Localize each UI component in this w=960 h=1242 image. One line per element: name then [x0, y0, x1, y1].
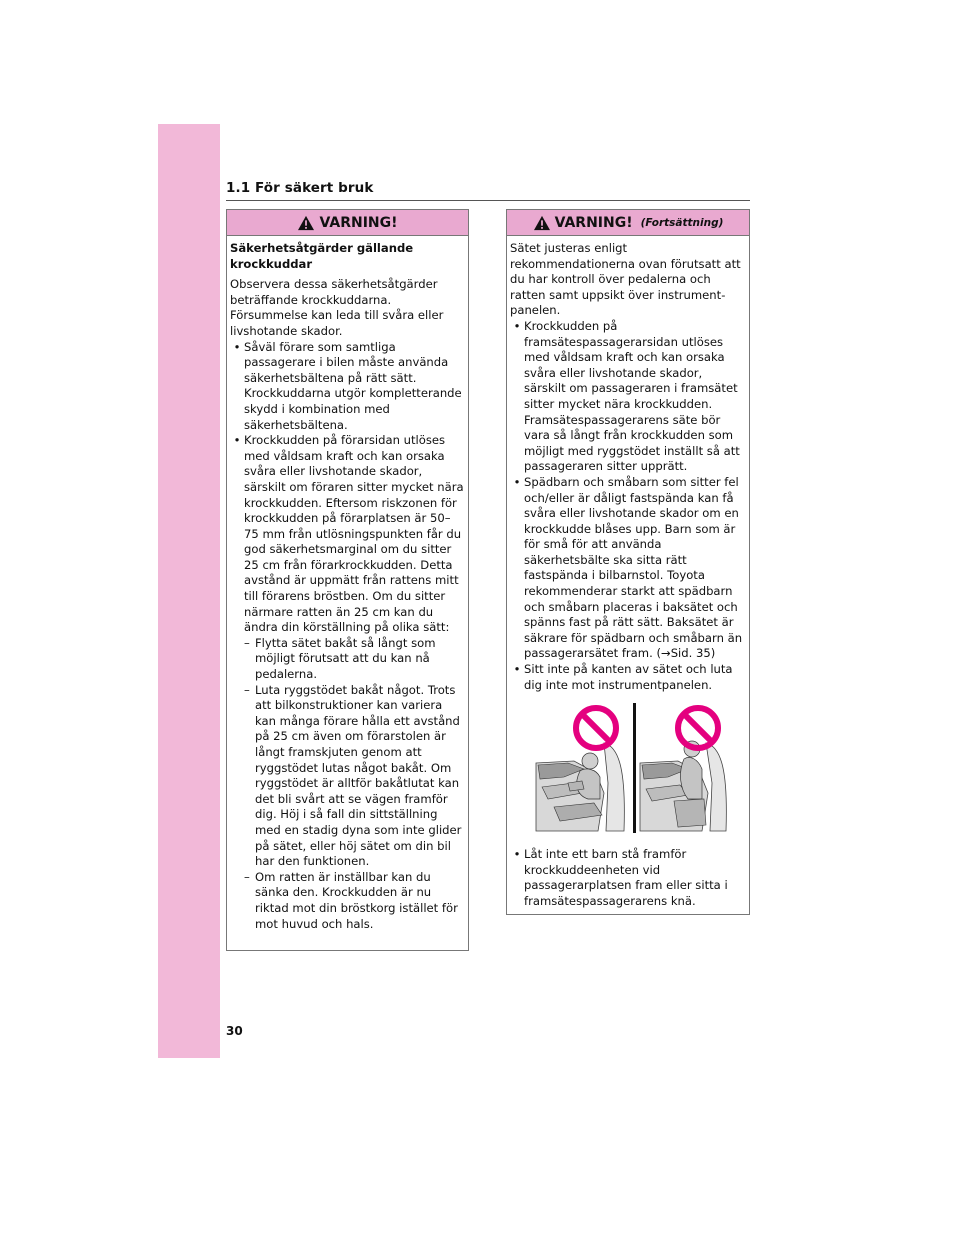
bullet-mark: •: [513, 318, 521, 333]
warning-subtitle: (Fortsättning): [640, 216, 724, 229]
warning-title: VARNING!: [554, 214, 633, 231]
list-item-text: Spädbarn och småbarn som sitter fel och/eller är dåligt fastspända kan få svåra eller livshotande skador om en krockkudde blåses upp. Barn som är för små för att använda säkerhetsbälte ska sitta rätt fastspända i bilbarnstol. Toyota rekommenderar starkt att spädbarn och småbarn placeras i baksätet och spänns fast på rätt sätt. Baksätet är säkrare för spädbarn och småbarn än passagerarsätet fram. (→Sid. 35): [524, 474, 743, 661]
warning-box-airbag-precautions: [226, 209, 469, 951]
list-item-text: Krockkudden på förarsidan utlöses med våldsam kraft och kan orsaka svåra eller livshotande skador, särskilt om föraren sitter mycket nära krockkudden. Eftersom riskzonen för krockkudden på förarplatsen är 50–75 mm från utlösningspunkten får du god säkerhetsmarginal om du sitter 25 cm från förarkrockkudden. Detta avstånd är uppmätt från rattens mitt till förarens bröstben. Om du sitter närmare ratten än 25 cm kan du ändra din körställning på olika sätt:: [244, 433, 464, 635]
sub-list-item-text: Flytta sätet bakåt så långt som möjligt förutsatt att du kan nå pedalerna.: [255, 635, 436, 682]
warning-box-continuation: [506, 209, 750, 915]
list-item-text: Krockkudden på framsätespassagerarsidan utlöses med våldsam kraft och kan orsaka svåra eller livshotande skador, särskilt om passageraren i framsätet sitter mycket nära krockkudden. Framsätespassagerarens säte bör vara så långt från krockkudden som möjligt med ryggstödet inställt så att passageraren sitter upprätt.: [524, 318, 740, 474]
dash-mark: –: [244, 682, 250, 697]
sub-list-item: [230, 636, 464, 683]
sub-list-item: [230, 870, 464, 932]
header-rule: [226, 200, 750, 201]
bullet-mark: •: [233, 433, 241, 448]
warning-title: VARNING!: [319, 214, 398, 231]
bullet-mark: •: [513, 847, 521, 862]
list-item: [510, 475, 745, 662]
list-item: [230, 340, 464, 434]
list-item: [510, 319, 745, 475]
list-item-text: Såväl förare som samtliga passagerare i bilen måste använda säkerhetsbältena på rätt sätt. Krockkuddarna utgör kompletterande skydd i kombination med säkerhetsbältena.: [244, 339, 462, 432]
warning-intro: Observera dessa säkerhetsåtgärder beträffande krockkuddarna. Försummelse kan leda till svåra eller livshotande skador.: [230, 277, 444, 338]
bullet-mark: •: [233, 339, 241, 354]
child-seating-illustration: [534, 703, 730, 835]
bullet-mark: •: [513, 662, 521, 677]
warning-intro: Sätet justeras enligt rekommendationerna ovan förutsatt att du har kontroll över pedalerna och ratten samt uppsikt över instrument-panelen.: [510, 241, 741, 318]
section-title: 1.1 För säkert bruk: [226, 180, 374, 196]
warning-body: [227, 236, 468, 932]
sub-list-item-text: Luta ryggstödet bakåt något. Trots att bilkonstruktioner kan variera kan många förare hålla ett avstånd på 25 cm även om förarstolen är långt framskjuten genom att ryggstödet lutas något bakåt. Om ryggstödet är alltför bakåtlutat kan det bli svårt att se vägen framför dig. Höj i så fall din sittställning med en stadig dyna som inte glider på sätet, eller höj sätet om din bil har den funktionen.: [255, 682, 462, 869]
warning-triangle-icon: [297, 215, 315, 231]
warning-body: [507, 236, 749, 910]
list-item-text: Sitt inte på kanten av sätet och luta dig inte mot instrumentpanelen.: [524, 662, 733, 692]
warning-header: [507, 210, 749, 236]
list-item: [510, 847, 745, 909]
list-item: [230, 433, 464, 636]
bullet-mark: •: [513, 474, 521, 489]
warning-subheading: Säkerhetsåtgärder gällande krockkuddar: [230, 241, 414, 271]
list-item: [510, 662, 745, 693]
prohibition-icon: [678, 708, 718, 748]
page-number: 30: [226, 1024, 243, 1038]
list-item-text: Låt inte ett barn stå framför krockkuddeenheten vid passagerarplatsen fram eller sitta i framsätespassagerarens knä.: [524, 847, 728, 908]
sub-list-item: [230, 683, 464, 870]
side-band: [158, 124, 220, 1058]
warning-header: [227, 210, 468, 236]
illustration-child-seating: [510, 703, 745, 835]
illustration-divider: [633, 703, 636, 833]
warning-triangle-icon: [533, 215, 551, 231]
car-interior-illustration-right: [640, 741, 726, 831]
sub-list-item-text: Om ratten är inställbar kan du sänka den. Krockkudden är nu riktad mot din bröstkorg istället för mot huvud och hals.: [255, 869, 458, 931]
dash-mark: –: [244, 869, 250, 884]
dash-mark: –: [244, 635, 250, 650]
